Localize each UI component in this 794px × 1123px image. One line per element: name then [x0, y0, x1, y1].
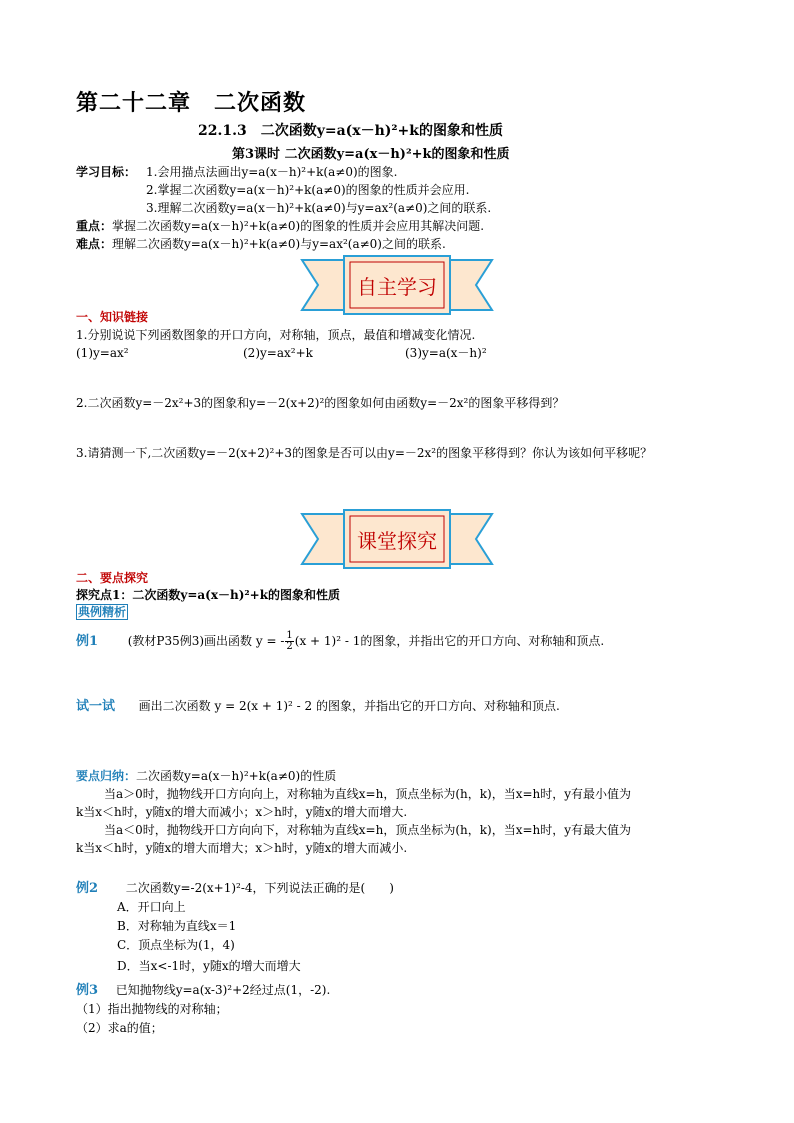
objective-item: 2.掌握二次函数y=a(x－h)²+k(a≠0)的图象的性质并会应用. — [146, 183, 470, 197]
typical-example-tag: 典例精析 — [78, 605, 127, 619]
banner-self-study — [300, 254, 494, 316]
summary-title-line: 要点归纳：二次函数y=a(x－h)²+k(a≠0)的性质 — [76, 769, 337, 783]
summary-line: 当a＜0时，抛物线开口方向向下，对称轴为直线x=h，顶点坐标为(h，k)，当x=h时，y有最大值为 — [104, 823, 632, 837]
section-title: 22.1.3 二次函数y=a(x－h)²+k的图象和性质 — [198, 123, 503, 139]
example-2-option: B．对称轴为直线x＝1 — [117, 919, 237, 933]
example-2-option: A．开口向上 — [117, 900, 186, 914]
example-3-item: （1）指出抛物线的对称轴； — [76, 1002, 228, 1016]
question-1-item: (1)y=ax² — [76, 346, 129, 360]
lesson-title: 第3课时 二次函数y=a(x－h)²+k的图象和性质 — [232, 147, 510, 162]
knowledge-heading: 一、知识链接 — [76, 310, 149, 324]
question-1-item: (3)y=a(x－h)² — [405, 346, 487, 360]
chapter-title: 第二十二章 二次函数 — [76, 91, 307, 116]
key-point: 重点：掌握二次函数y=a(x－h)²+k(a≠0)的图象的性质并会应用其解决问题. — [76, 219, 485, 233]
try-it: 试一试 画出二次函数 y = 2(x + 1)² - 2 的图象，并指出它的开口方向、对称轴和顶点. — [76, 699, 560, 714]
example-1: 例1 (教材P35例3)画出函数 y = - $\frac{1}{2}$ (x + 1)² - 1的图象，并指出它的开口方向、对称轴和顶点. — [76, 630, 605, 652]
objective-item: 3.理解二次函数y=a(x－h)²+k(a≠0)与y=ax²(a≠0)之间的联系. — [146, 201, 492, 215]
example-3: 例3 已知抛物线y=a(x-3)²+2经过点(1，-2). — [76, 983, 331, 998]
banner-classroom-explore-label: 课堂探究 — [357, 529, 437, 553]
banner-classroom-explore — [300, 508, 494, 570]
summary-line: 当a＞0时，抛物线开口方向向上，对称轴为直线x=h，顶点坐标为(h，k)，当x=h时，y有最小值为 — [104, 787, 632, 801]
explore-point-1: 探究点1：二次函数y=a(x－h)²+k的图象和性质 — [76, 588, 341, 602]
explore-heading: 二、要点探究 — [76, 571, 149, 585]
summary-line: k当x＜h时，y随x的增大而增大；x＞h时，y随x的增大而减小. — [76, 841, 408, 855]
objective-item: 1.会用描点法画出y=a(x－h)²+k(a≠0)的图象. — [146, 165, 398, 179]
knowledge-question-2: 2.二次函数y=－2x²+3的图象和y=－2(x+2)²的图象如何由函数y=－2x²的图象平移得到？ — [76, 396, 565, 410]
knowledge-question-1: 1.分别说说下列函数图象的开口方向，对称轴，顶点，最值和增减变化情况. — [76, 328, 476, 342]
example-3-item: （2）求a的值； — [76, 1021, 163, 1035]
knowledge-question-3: 3.请猜测一下,二次函数y=－2(x+2)²+3的图象是否可以由y=－2x²的图象平移得到？你认为该如何平移呢？ — [76, 446, 653, 460]
example-2-option: D．当x<-1时，y随x的增大而增大 — [117, 959, 301, 973]
example-2-option: C．顶点坐标为(1，4) — [117, 938, 235, 952]
difficulty: 难点：理解二次函数y=a(x－h)²+k(a≠0)与y=ax²(a≠0)之间的联系. — [76, 237, 446, 251]
banner-self-study-label: 自主学习 — [357, 275, 437, 299]
question-1-item: (2)y=ax²+k — [243, 346, 313, 360]
example-2: 例2 二次函数y=-2(x+1)²-4，下列说法正确的是( ) — [76, 881, 394, 896]
summary-line: k当x＜h时，y随x的增大而减小；x＞h时，y随x的增大而增大. — [76, 805, 408, 819]
objectives-label: 学习目标： — [76, 165, 137, 179]
